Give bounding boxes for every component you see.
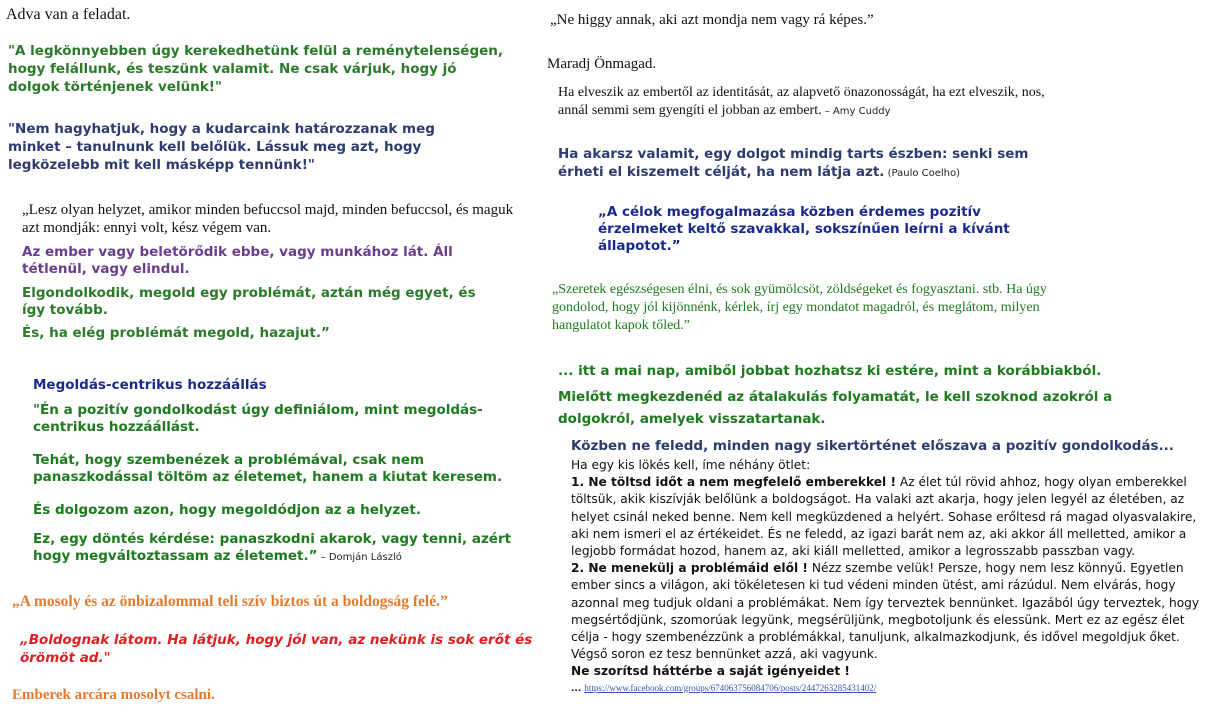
quote-identity-text: Ha elveszik az embertől az identitását, az alapvető önazonosságát, ha ezt elveszik, nos, annál semmi sem gyengíti el jobban az embert.	[558, 85, 1045, 118]
block-title: Közben ne feledd, minden nagy sikertörténet előszava a pozitív gondolkodás...	[571, 438, 1174, 454]
link-prefix: ...	[571, 683, 585, 694]
tip-1-body: Az élet túl rövid ahhoz, hogy olyan emberekkel töltsük, akik kiszívják belőlünk a boldogságot. Ha valaki azt akarja, hogy jelen legyél az életében, az helyet csinál neked benne. Nem kell megküzdened a helyért. Sohase erőltesd rá magad olyasvalakire, aki nem ismeri el az értékeidet. És ne feledd, az igazi barát nem az, aki akkor áll melletted, amikor a legjobb formádat hozod, hanem az, aki kiáll melletted, amikor a legrosszabb passzban vagy.	[571, 475, 1197, 559]
quote-dont-believe: „Ne higgy annak, aki azt mondja nem vagy rá képes.”	[550, 12, 874, 28]
solution-centric-face-problem: Tehát, hogy szembenézek a problémával, csak nem panaszkodással töltöm az életemet, hanem a kiutat keresem.	[33, 452, 503, 485]
quote-hazajut: És, ha elég problémát megold, hazajut.”	[22, 325, 330, 341]
author-coelho: (Paulo Coelho)	[884, 168, 961, 179]
quote-identity	[558, 84, 1058, 121]
quote-hopelessness: "A legkönnyebben úgy kerekedhetünk felül a reménytelenségen, hogy felállunk, és teszünk valamit. Ne csak várjuk, hogy jó dolgok történjenek velünk!"	[8, 43, 504, 95]
quote-goals: „A célok megfogalmazása közben érdemes pozitív érzelmeket keltő szavakkal, sokszínűen leírni a kívánt állapotot.”	[598, 204, 1010, 254]
solution-centric-definition: "Én a pozitív gondolkodást úgy definiálom, mint megoldás-centrikus hozzáállást.	[33, 402, 483, 435]
quote-today: ... itt a mai nap, amiből jobbat hozhatsz ki estére, mint a korábbiakból.	[558, 363, 1102, 379]
source-line	[571, 681, 1213, 696]
solution-centric-decision-text: Ez, egy döntés kérdése: panaszkodni akarok, vagy tenni, azért hogy megváltoztassam az életemet.”	[33, 531, 512, 564]
quote-befuccsol: „Lesz olyan helyzet, amikor minden befuccsol majd, minden befuccsol, és maguk azt mondják: ennyi volt, kész végem van.	[22, 202, 514, 236]
solution-centric-work: És dolgozom azon, hogy megoldódjon az a helyzet.	[33, 502, 421, 518]
quote-happy: „Boldognak látom. Ha látjuk, hogy jól van, az nekünk is sok erőt és örömöt ad."	[20, 632, 533, 666]
solution-centric-title: Megoldás-centrikus hozzáállás	[33, 377, 267, 393]
tip-2	[571, 560, 1213, 663]
quote-transformation: Mielőtt megkezdenéd az átalakulás folyamatát, le kell szoknod azokról a dolgokról, amelyek visszatartanak.	[558, 389, 1113, 427]
page-title: Adva van a feladat.	[6, 6, 131, 23]
quote-coelho-text: Ha akarsz valamit, egy dolgot mindig tarts észben: senki sem érheti el kiszemelt célját, ha nem látja azt.	[558, 146, 1029, 180]
quote-healthy: „Szeretek egészségesen élni, és sok gyümölcsöt, zöldségeket és fogyasztani. stb. Ha úgy gondolod, hogy jól kijönnénk, kérlek, írj egy mondatot magadról, és meglátom, milyen hangulatot kapok tőled.”	[552, 282, 1047, 333]
tip-1-head: 1. Ne töltsd időt a nem megfelelő emberekkel !	[571, 475, 897, 490]
quote-be-yourself: Maradj Önmagad.	[547, 56, 657, 72]
author-amy-cuddy: – Amy Cuddy	[821, 106, 891, 117]
tip-2-body: Nézz szembe velük! Persze, hogy nem lesz könnyű. Egyetlen ember sincs a világon, aki tökéletesen ki tud védeni minden ütést, ami rázúdul. Nem elvárás, hogy azonnal meg tudjuk oldani a problémákat. Nem így terveztek bennünket. Igazából úgy terveztek, hogy megsértődjünk, szomorúak legyünk, megsérüljünk, megbotoljunk és elessünk. Mert ez az egész élet célja - hogy szembenézzünk a problémákkal, tanuljunk, alkalmazkodjunk, és idővel megoldjuk őket. Végső soron ez tesz bennünket azzá, aki vagyunk.	[571, 561, 1200, 662]
quote-smile: „A mosoly és az önbizalommal teli szív biztos út a boldogság felé.”	[12, 593, 448, 610]
solution-centric-decision	[33, 531, 523, 566]
facebook-link[interactable]: https://www.facebook.com/groups/674063756084706/posts/2447263285431402/	[584, 682, 877, 693]
quote-elgondolkodik: Elgondolkodik, megold egy problémát, aztán még egyet, és így tovább.	[22, 285, 476, 318]
tips-block	[571, 457, 1213, 696]
quote-smile-faces: Emberek arcára mosolyt csalni.	[12, 687, 215, 703]
quote-coelho	[558, 145, 1058, 183]
quote-failures: "Nem hagyhatjuk, hogy a kudarcaink határozzanak meg minket – tanulnunk kell belőlük. Lássuk meg azt, hogy legközelebb mit kell másképp tennünk!"	[8, 121, 435, 173]
quote-beletorodik: Az ember vagy beletörődik ebbe, vagy munkához lát. Áll tétlenül, vagy elindul.	[22, 244, 453, 277]
tip-2-head: 2. Ne menekülj a problémáid elől !	[571, 561, 808, 576]
tip-3-head: Ne szorítsd háttérbe a saját igényeidet !	[571, 664, 850, 679]
tip-1	[571, 474, 1213, 560]
tips-intro: Ha egy kis lökés kell, íme néhány ötlet:	[571, 458, 811, 472]
author-domjan: – Domján László	[317, 552, 402, 563]
